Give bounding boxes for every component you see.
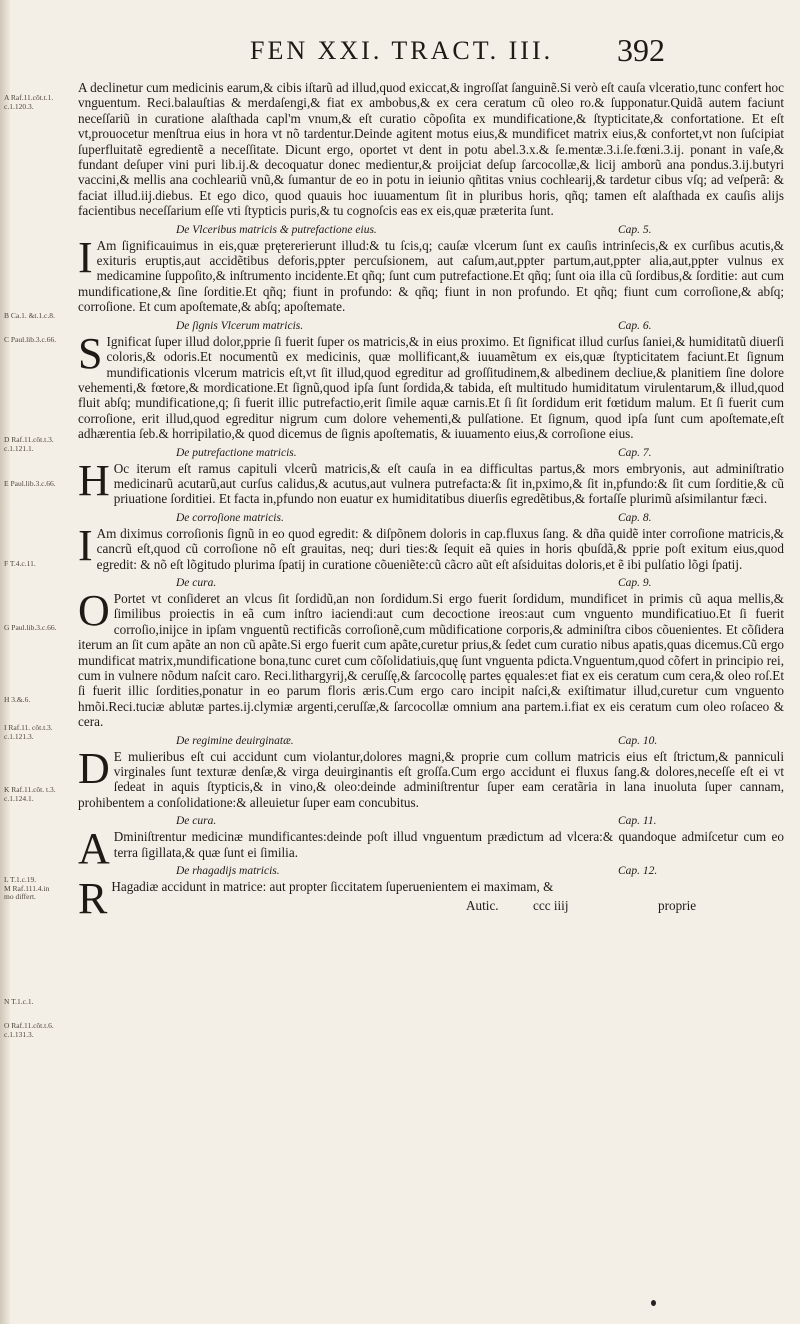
section-title: De corroſione matricis. xyxy=(176,511,284,524)
body-paragraph: Portet vt conſideret an vlcus ſit ſordidũ,an non ſordidum.Si ergo fuerit ſordidum, mundificet in primis cũ aqua mellis,& ſimilibus proiectis in eã cum inſtro iaciendi:aut cum decoctione ireos:aut cum vnguento mundificatiuo.Et ſi fuerit corroſio,inijce in ipſam vnguentũ rectificãs corroſionẽ,cum mũdificatione corporis,& adminiſtra cibos cõuenientes. Et cõſidera iterum an ſit cum apãte an non cũ apãte.Si ergo fuerit cum apãte,curetur prius,& ſedet cum curatio nibus apatis,quas dicemus.Cũ ergo mundificat matrix,mundificatione bona,tunc curet cum cõſolidatiuis,quę ſunt vnguenta pdicta.Vnguentum,quod cõfert in principio rei, cum in vulnere nõdum naſcit caro. Reci.lithargyrij,& ceruſſę,& ſarcocollę partes ęquales:et fiat ex eis ceratum cum cera,& oleo roſ.Et ſi fuerit illic ſordities,ponatur in eo parum floris æris.Cum ergo caro incipit naſci,& exiſtimatur illud,curetur cum vnguento hmõi.Reci.tuciæ ablutæ partes.ij.clymiæ argenti,ceruſſæ,& ſarcocollæ omnium ana partem.i.fiat ex eis ceratum cum oleo roſaceo & cera. xyxy=(78,590,784,730)
section-heading xyxy=(78,734,784,748)
drop-cap: I xyxy=(78,520,93,570)
body-paragraph: Am diximus corroſionis ſignũ in eo quod egredit: & diſpõnem doloris in cap.fluxus ſang. & dña quidẽ inter corroſione matricis,& cancrũ eſt,quod cũ corroſione nõ eſt grauitas, neq; duri ties:& ſequit eã quies in horis qbuſdã,& pprie poſt exitum eius,quod egredit: & nõ eſt lõgitudo plurima ſpatij in curatione cõueniẽte:cũ cãcro aũt eſt aſsiduitas doloris,et ẽ ibi pulſatio lõgi ſpatij. xyxy=(96,525,784,572)
section-cap-9 xyxy=(78,576,784,730)
section-title: De cura. xyxy=(176,576,217,589)
section-cap-8 xyxy=(78,511,784,572)
body-paragraph: Dminiſtrentur medicinæ mundificantes:deinde poſt illud vnguentum prædictum ad vlcera:& quandoque admiſcetur cum eo terra ſigillata,& quæ ſunt ei ſimilia. xyxy=(113,829,784,860)
section-heading xyxy=(78,576,784,590)
margin-note: A Raf.11.cõt.t.1. c.1.120.3. xyxy=(4,93,54,111)
section-title: De ſignis Vlcerum matricis. xyxy=(176,319,304,332)
section-title: De Vlceribus matricis & putrefactione eius. xyxy=(176,223,377,236)
chapter-label: Cap. 10. xyxy=(618,734,658,747)
margin-note: D Raf.11.cõt.t.3. c.1.121.1. xyxy=(4,435,54,453)
body-paragraph: Hagadiæ accidunt in matrice: aut propter ſiccitatem ſuperuenientem ei maximam, & xyxy=(111,879,554,895)
chapter-label: Cap. 12. xyxy=(618,865,658,878)
chapter-label: Cap. 9. xyxy=(618,576,652,589)
section-cap-10 xyxy=(78,734,784,811)
running-title: FEN XXI. TRACT. III. xyxy=(250,36,554,65)
section-title: De regimine deuirginatæ. xyxy=(176,734,294,747)
drop-cap: D xyxy=(78,743,110,793)
section-cap-7 xyxy=(78,446,784,507)
margin-note: G Paul.lib.3.c.66. xyxy=(4,623,57,632)
margin-note: K Raf.11.cõt. t.3. c.1.124.1. xyxy=(4,785,56,803)
chapter-label: Cap. 7. xyxy=(618,446,652,459)
section-heading xyxy=(78,864,784,878)
margin-note: I Raf.11. cõt.t.3. c.1.121.3. xyxy=(4,723,53,741)
drop-cap: R xyxy=(78,874,108,924)
page-number: 392 xyxy=(617,32,665,68)
chapter-label: Cap. 6. xyxy=(618,319,652,332)
signature-mark: ccc iiij xyxy=(533,898,569,914)
margin-notes xyxy=(4,0,74,1324)
margin-note: L T.1.c.19. M Raf.111.4.in mo differt. xyxy=(4,875,50,901)
margin-note: F T.4.c.11. xyxy=(4,559,36,568)
section-heading xyxy=(78,319,784,333)
body-paragraph: E mulieribus eſt cui accidunt cum violantur,dolores magni,& proprie cum collum matricis eius eſt ſtrictum,& panniculi virginales ſunt texturæ denſæ,& virga deuirginantis eſt groſſa.Cum ergo accidunt ei fluxus ſang.& dolores,neceſſe eſt ei vt ſedeat in aquis ſtypticis,& in vino,& oleo:deinde adminiſtrentur ſuper eam ceratãria in lana inuoluta ſuper cannam, prohibentem a conſolidatione:& alleuietur ſuper eam concubitus. xyxy=(78,748,784,810)
ink-spot xyxy=(651,1300,656,1306)
catchword: Autic. xyxy=(466,898,499,914)
margin-note: O Raf.11.cõt.t.6. c.1.131.3. xyxy=(4,1021,54,1039)
section-cap-5 xyxy=(78,223,784,315)
page-header xyxy=(0,32,800,76)
body-paragraph: A declinetur cum medicinis earum,& cibis iſtarũ ad illud,quod exiccat,& ingroſſat ſanguinẽ.Si verò eſt cauſa vlceratio,tunc confert hoc vnguentum. Reci.balauſtias & merdaſengi,& fiat ex ambobus,& ex cera ceratum cũ oleo ro.& ſupponatur.Quidã autem faciunt neceſſariũ in curatione alaſthada capl'm vnum,& eſt curatio cõpoſita ex mundificatione,& ſtypticitate,& confortatione. Et eſt vt,prouocetur menſtrua eius in hora vt nõ tardentur.Deinde agitent motus eius,& mundificet matrix eius,& confortet,vt non ſuſcipiat ſuperfluitatẽ egredientẽ a neceſſitate. Dicunt ergo, oportet vt dent in potu abel.3.x.& ſe.mentæ.3.i.ſe.fœni.3.ij. ponant in vaſe,& fundant deſuper vini puri lib.ij.& decoquatur donec medientur,& proijciat deſup ſarcocollæ,& licij amborũ ana pondus.3.ij.butyri vaccini,& mellis ana cochleariũ vnũ,& ſumantur de eo in potu in ieiunio qñtitas vnius cochlearij,& tardetur cibus vſq; ad veſperã: & faciat illud.iij.diebus. Et ego dico, quod quauis hoc iuuamentum ſit in pluribus horis, qñq; tamen eſt alaſthada ex cauſis alijs facientibus neceſſarium eſſe vti ſtypticis puris,& tu cognoſcis eas ex eis,quæ præterita ſunt. xyxy=(78,80,784,219)
drop-cap: I xyxy=(78,232,93,282)
section-intro xyxy=(78,80,784,219)
body-paragraph: Am ſignificauimus in eis,quæ prętererierunt illud:& tu ſcis,q; cauſæ vlcerum ſunt ex cauſis intrinſecis,& ex curſibus acutis,& exituris eruptis,aut accidẽtibus deforis,ppter percuſsionem, aut caſum,aut,ppter partum,aut,ppter alia,aut,ppter vulnus ex medicamine ſuppoſito,& inſtrumento incidente.Et qñq; ſunt cum putrefactione.Et qñq; ſunt oia illa cũ ſordibus,& ſorditie: aut cum mundificatione,& ſine ſorditie.Et qñq; fiunt in profundo: & qñq; fiunt in non profundo. Et qñq; fiunt cum corroſione,& abſq; corroſione. Et cum apoſtemate,& abſq; apoſtemate. xyxy=(78,237,784,315)
page-footer xyxy=(78,898,784,914)
drop-cap: O xyxy=(78,585,110,635)
section-cap-6 xyxy=(78,319,784,442)
chapter-label: Cap. 5. xyxy=(618,223,652,236)
body-paragraph: Oc iterum eſt ramus capituli vlcerũ matricis,& eſt cauſa in ea difficultas partus,& mors embryonis, aut adminiſtratio medicinarũ acutarũ,aut curſus calidus,& acutus,aut vulnera putrefacta:& ſit in,pximo,& ſit in,pfundo:& ſit cum ſorditie,& cũ priuatione ſorditiei. Et facta in,pfundo non euatur ex humiditatibus diuerſis egredẽtibus,& fortaſſe plurimũ aſsimilantur fæci. xyxy=(113,460,784,507)
section-heading xyxy=(78,223,784,237)
margin-note: B Ca.1. &t.1.c.8. xyxy=(4,311,55,320)
section-title: De putrefactione matricis. xyxy=(176,446,297,459)
next-page-word: proprie xyxy=(658,898,697,914)
chapter-label: Cap. 8. xyxy=(618,511,652,524)
drop-cap: S xyxy=(78,328,103,378)
section-heading xyxy=(78,814,784,828)
drop-cap: A xyxy=(78,824,110,874)
margin-note: N T.1.c.1. xyxy=(4,997,34,1006)
section-title: De cura. xyxy=(176,815,217,828)
margin-note: H 3.&.6. xyxy=(4,695,31,704)
section-title: De rhagadijs matricis. xyxy=(176,865,280,878)
drop-cap: H xyxy=(78,455,110,505)
section-heading xyxy=(78,511,784,525)
text-column xyxy=(78,80,784,924)
chapter-label: Cap. 11. xyxy=(618,815,657,828)
margin-note: C Paul.lib.3.c.66. xyxy=(4,335,57,344)
section-heading xyxy=(78,446,784,460)
body-paragraph: Ignificat ſuper illud dolor,pprie ſi fuerit ſuper os matricis,& in eius proximo. Et ſignificat illud curſus ſaniei,& humiditatũ diuerſi coloris,& odoris.Et nocumentũ ex medicinis, quæ mollificant,& iuuamẽtum ex eis,quæ ſtypticitatem faciunt.Et ſignum mundificationis vlcerum matricis eſt,vt ſit illud,quod egreditur ad groſſitudinem,& albedinem decliue,& planitiem ſine dolore vehementi,& fœtore,& mordicatione.Et ſignũ,quod ipſa ſunt ſordida,& tabida, eſt multitudo humiditatum virulentarum,& illud,quod fluit abſq; mundificatione,q; ſi fuerit illic putrefactio,erit ſimile aquæ carnis.Et ſi ſit ſordidum erit fœtidum malum. Et ſi fuerit cum corroſione, erit illud,quod egreditur nigrum cum dolore vehementi,& pulſatione. Et ſignum, quod ipſa ſunt cum apoſtemate,eſt adhærentia ſeb.& horripilatio,& quod dicemus de ſignis apoſtematis, & iuuamento eius,& corroſione eius. xyxy=(78,333,784,442)
margin-note: E Paul.lib.3.c.66. xyxy=(4,479,56,488)
